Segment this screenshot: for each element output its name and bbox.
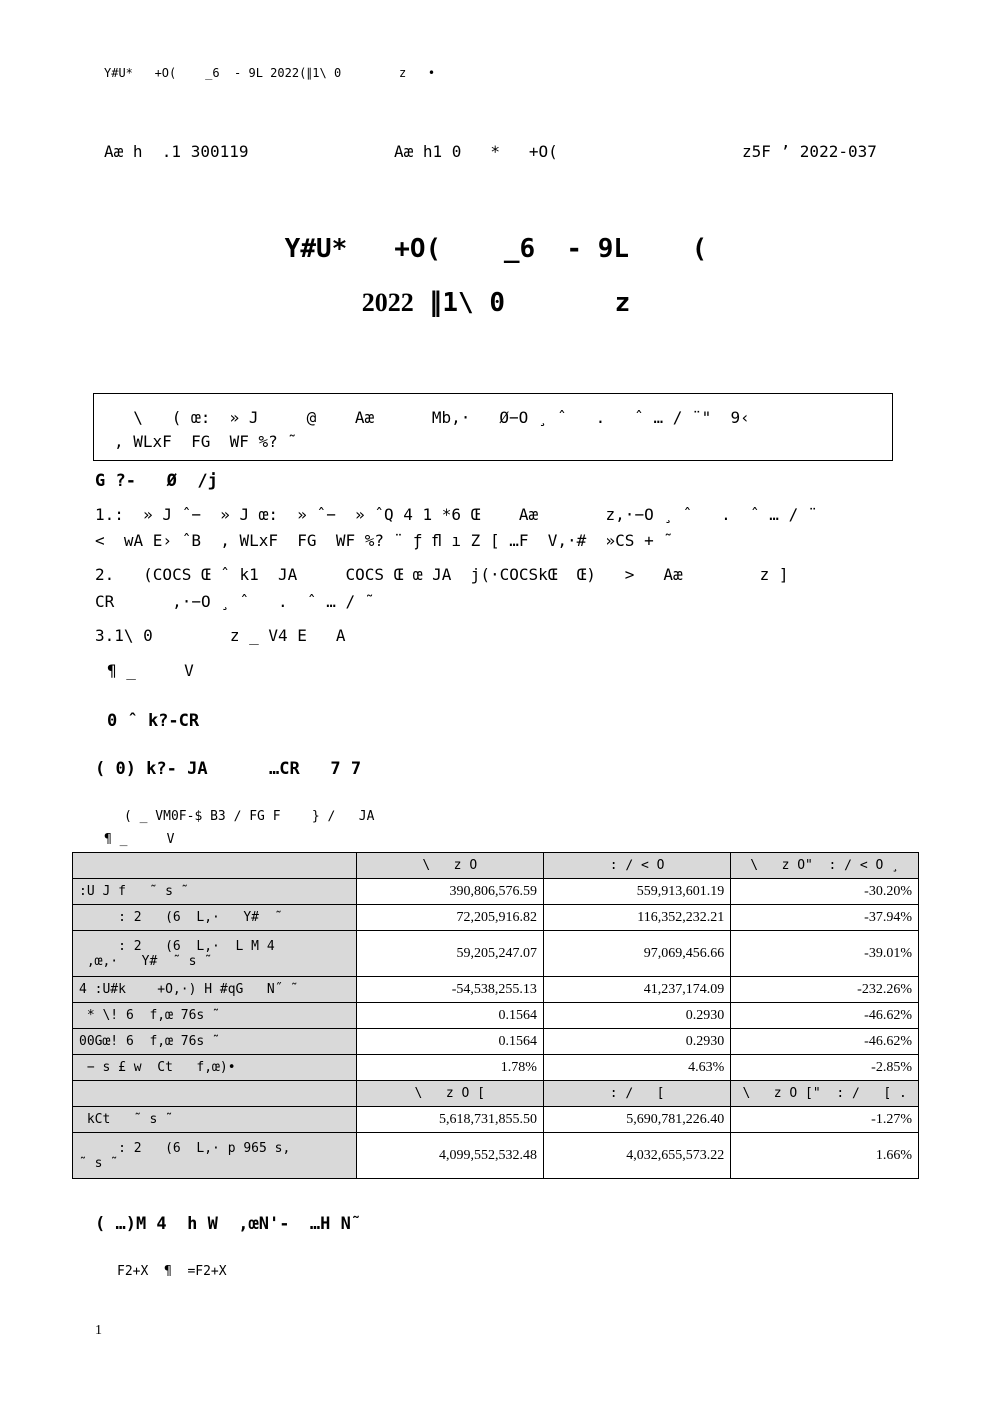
page-title-line1: Y#U* +O( _6 - 9L ( — [284, 234, 708, 264]
row-label: : 2 (6 L,· Y# ˜ — [73, 905, 357, 931]
change-percent: -46.62% — [731, 1003, 919, 1029]
section-1-2-heading: ( …)M 4 h W ,œN'- …H N˜ — [95, 1214, 362, 1234]
row-label: : 2 (6 L,· p 965 s, ˜ s ˜ — [73, 1133, 357, 1179]
prior-period-value: 4,032,655,573.22 — [543, 1133, 730, 1179]
section-1-2-note: F2+X ¶ =F2+X — [117, 1264, 227, 1279]
table-header-cell: : ∕ < O — [543, 853, 730, 879]
tip-item-3-sub: ¶ _ V — [107, 661, 194, 680]
prior-period-value: 41,237,174.09 — [543, 977, 730, 1003]
table-row — [73, 1003, 919, 1029]
current-period-value: 0.1564 — [356, 1029, 543, 1055]
row-label: − s £ w Ct f,œ)• — [73, 1055, 357, 1081]
change-percent: -37.94% — [731, 905, 919, 931]
prior-period-value: 97,069,456.66 — [543, 931, 730, 977]
prior-period-value: 559,913,601.19 — [543, 879, 730, 905]
notice-box — [93, 393, 893, 461]
current-period-value: 5,618,731,855.50 — [356, 1107, 543, 1133]
table-row — [73, 1055, 919, 1081]
current-period-value: 4,099,552,532.48 — [356, 1133, 543, 1179]
table-row — [73, 879, 919, 905]
row-label: kCt ˜ s ˜ — [73, 1107, 357, 1133]
current-period-value: 72,205,916.82 — [356, 905, 543, 931]
current-period-value: -54,538,255.13 — [356, 977, 543, 1003]
change-percent: -232.26% — [731, 977, 919, 1003]
prior-period-value: 0.2930 — [543, 1003, 730, 1029]
change-percent: -2.85% — [731, 1055, 919, 1081]
table-header-cell: : ∕ [ — [543, 1081, 730, 1107]
table-header-cell — [73, 853, 357, 879]
table-note-2: ¶ _ V — [104, 832, 175, 847]
notice-line-2: , WLxF FG WF %? ˜ — [114, 432, 298, 451]
change-percent: -30.20% — [731, 879, 919, 905]
table-row — [73, 1133, 919, 1179]
table-row — [73, 905, 919, 931]
section-1-1-heading: ( 0) k?- JA …CR 7 7 — [95, 759, 362, 779]
tip-item-2-line-2: CR ,·−O ¸ ˆ . ˆ … ∕ ˜ — [95, 592, 375, 611]
table-row — [73, 931, 919, 977]
prior-period-value: 116,352,232.21 — [543, 905, 730, 931]
tip-item-1-line-2: < wA E› ˆB , WLxF FG WF %? ¨ ƒ ﬂ ı Z [ …F V,·# »CS + ˜ — [95, 531, 673, 550]
row-label: : 2 (6 L,· L M 4 ,œ,· Y# ˜ s ˜ — [73, 931, 357, 977]
announcement-number: z5F ’ 2022-037 — [742, 142, 877, 161]
prior-period-value: 0.2930 — [543, 1029, 730, 1055]
current-period-value: 390,806,576.59 — [356, 879, 543, 905]
tip-item-2-line-1: 2. (COCS Œ ˆ k1 JA COCS Œ œ JA j(·COCSkŒ Œ) > Aæ z ] — [95, 565, 789, 584]
notice-line-1: \ ( œ: » J @ Aæ Mb,· Ø−O ¸ ˆ . ˆ … ∕ ¨" 9‹ — [114, 408, 750, 427]
table-note-1: ( _ VM0F-$ B3 ∕ FG F } ∕ JA — [124, 809, 375, 824]
table-row — [73, 1107, 919, 1133]
table-header-cell — [73, 1081, 357, 1107]
current-period-value: 1.78% — [356, 1055, 543, 1081]
table-row — [73, 977, 919, 1003]
table-header-cell: \ z O — [356, 853, 543, 879]
row-label: 4 :U#k +O,·) H #qG N˝ ˜ — [73, 977, 357, 1003]
tip-item-3: 3.1\ 0 z _ V4 E A — [95, 626, 346, 645]
current-period-value: 59,205,247.07 — [356, 931, 543, 977]
important-tips-heading: G ?- Ø ∕j — [95, 471, 218, 491]
financial-data-table — [72, 852, 919, 1179]
tip-item-1-line-1: 1.: » J ˆ− » J œ: » ˆ− » ˆQ 4 1 *6 Œ Aæ z,·−O ¸ ˆ . ˆ … ∕ ¨ — [95, 505, 818, 524]
prior-period-value: 5,690,781,226.40 — [543, 1107, 730, 1133]
table-header-cell: \ z O" : ∕ < O ¸ — [731, 853, 919, 879]
table-row — [73, 1029, 919, 1055]
page-number: 1 — [95, 1323, 102, 1338]
title-rest: ∥1\ 0 z — [413, 288, 631, 318]
table-header-cell: \ z O [ — [356, 1081, 543, 1107]
table-header-row — [73, 1081, 919, 1107]
page-title-line2 — [0, 288, 992, 318]
row-label: * \! 6 f,œ 76s ˜ — [73, 1003, 357, 1029]
change-percent: -39.01% — [731, 931, 919, 977]
change-percent: -46.62% — [731, 1029, 919, 1055]
current-period-value: 0.1564 — [356, 1003, 543, 1029]
prior-period-value: 4.63% — [543, 1055, 730, 1081]
table-header-cell: \ z O [" : ∕ [ . — [731, 1081, 919, 1107]
stock-abbreviation: Aæ h1 0 * +O( — [394, 142, 558, 161]
row-label: 00Gœ! 6 f,œ 76s ˜ — [73, 1029, 357, 1055]
row-label: :U J f ˜ s ˜ — [73, 879, 357, 905]
stock-code: Aæ h .1 300119 — [104, 142, 249, 161]
title-year: 2022 — [361, 288, 414, 317]
section-1-heading: 0 ˆ k?-CR — [107, 711, 200, 731]
change-percent: 1.66% — [731, 1133, 919, 1179]
change-percent: -1.27% — [731, 1107, 919, 1133]
running-header: Y#U* +O( _6 - 9L 2022(∥1\ 0 z • — [104, 66, 436, 80]
table-header-row — [73, 853, 919, 879]
